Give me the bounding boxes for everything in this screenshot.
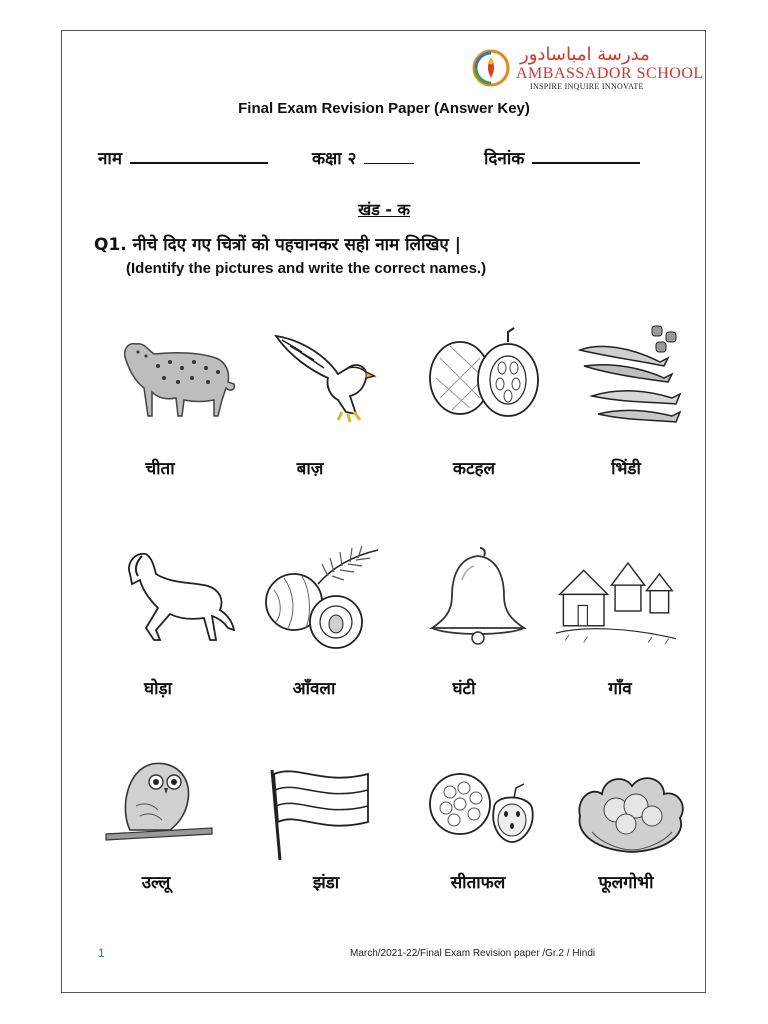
item-label-horse: घोड़ा — [144, 679, 172, 699]
item-label-owl: उल्लू — [141, 873, 171, 893]
horse-icon — [116, 544, 236, 654]
item-label-amla: आँवला — [292, 679, 336, 699]
item-label-jackfruit: कटहल — [452, 459, 496, 479]
amla-icon — [262, 544, 382, 654]
date-label: दिनांक — [484, 149, 525, 169]
okra-icon — [572, 322, 692, 432]
school-arabic-name: مدرسة امباسادور — [520, 44, 650, 65]
class-label: कक्षा २ — [312, 149, 357, 169]
school-emblem-icon — [472, 48, 510, 88]
flag-icon — [258, 760, 378, 870]
school-tagline: INSPIRE INQUIRE INNOVATE — [530, 82, 644, 91]
item-label-eagle: बाज़ — [296, 459, 324, 479]
item-label-okra: भिंडी — [611, 459, 641, 479]
section-title: खंड - क — [358, 200, 410, 219]
footer-text: March/2021-22/Final Exam Revision paper /Gr.2 / Hindi — [350, 948, 596, 959]
item-label-cheetah: चीता — [145, 459, 175, 479]
jackfruit-icon — [424, 322, 544, 432]
class-field — [312, 146, 414, 169]
date-field — [484, 146, 640, 169]
name-field — [98, 146, 268, 169]
question-hindi: Q1. नीचे दिए गए चित्रों को पहचानकर सही नाम लिखिए | — [94, 235, 461, 255]
page-title: Final Exam Revision Paper (Answer Key) — [238, 100, 530, 117]
custard-apple-icon — [424, 758, 544, 868]
school-name: AMBASSADOR SCHOOL — [516, 65, 704, 82]
name-label: नाम — [98, 149, 123, 169]
question-english: (Identify the pictures and write the correct names.) — [126, 260, 487, 277]
item-label-custard-apple: सीताफल — [450, 873, 506, 893]
village-icon — [556, 544, 676, 654]
bell-icon — [418, 544, 538, 654]
item-label-cauliflower: फूलगोभी — [598, 873, 654, 893]
eagle-icon — [272, 326, 392, 436]
item-label-village: गाँव — [608, 679, 632, 699]
owl-icon — [100, 750, 220, 860]
section-heading — [0, 198, 768, 220]
cauliflower-icon — [572, 760, 692, 870]
class-blank — [364, 163, 414, 164]
item-label-flag: झंडा — [312, 873, 340, 893]
school-logo — [472, 44, 704, 92]
cheetah-icon — [118, 322, 238, 432]
name-blank — [130, 162, 268, 164]
date-blank — [532, 162, 640, 164]
page-number: 1 — [98, 946, 105, 960]
item-label-bell: घंटी — [452, 679, 476, 699]
